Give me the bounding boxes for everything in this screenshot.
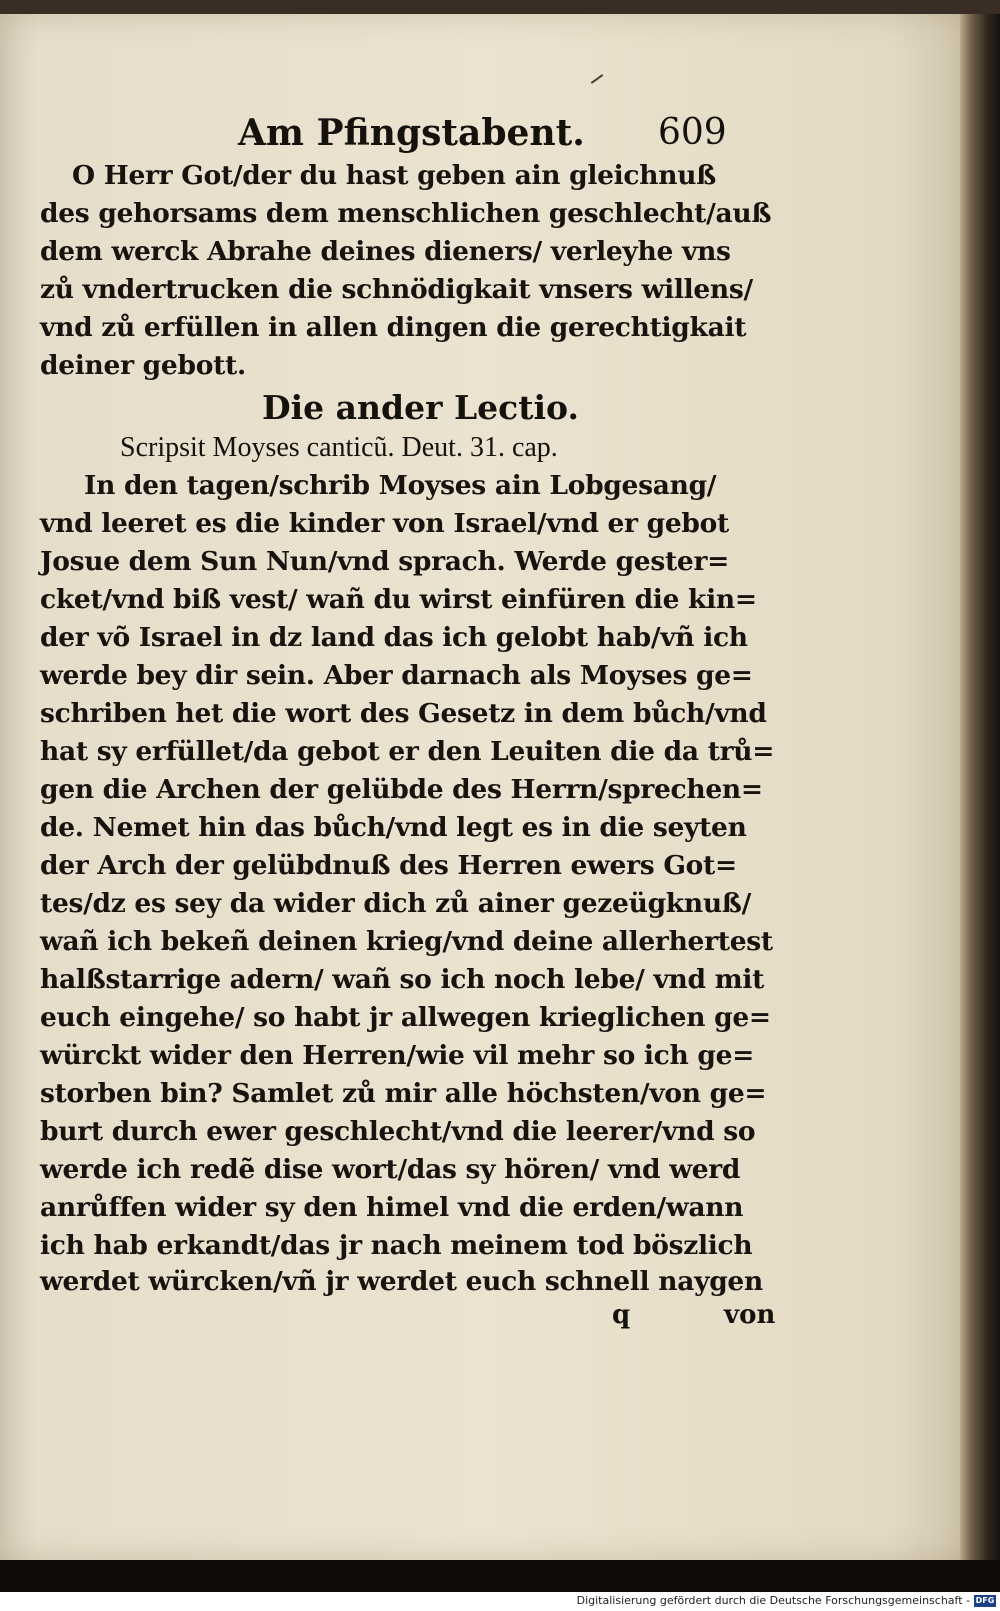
lesson-line: de. Nemet hin das bůch/vnd legt es in die seyten (40, 812, 747, 843)
lesson-line: werdet würcken/vñ jr werdet euch schnell naygen (40, 1266, 763, 1297)
lesson-line: schriben het die wort des Gesetz in dem bůch/vnd (40, 698, 767, 729)
lesson-line: cket/vnd biß vest/ wañ du wirst einfüren die kin= (40, 584, 757, 615)
dfg-logo: DFG (975, 1596, 995, 1605)
footer-credit: Digitalisierung gefördert durch die Deutsche Forschungsgemeinschaft - (576, 1594, 970, 1607)
folio-number: 609 (658, 112, 727, 153)
collect-line: des gehorsams dem menschlichen geschlecht/auß (40, 198, 772, 229)
lesson-line: hat sy erfüllet/da gebot er den Leuiten die da trů= (40, 736, 775, 767)
lesson-line: In den tagen/schrib Moyses ain Lobgesang/ (84, 470, 717, 501)
lesson-line: werde bey dir sein. Aber darnach als Moyses ge= (40, 660, 753, 691)
collect-line: O Herr Got/der du hast geben ain gleichnuß (72, 160, 717, 191)
footer-bar (0, 1592, 1000, 1611)
lesson-line: tes/dz es sey da wider dich zů ainer gezeügknuß/ (40, 888, 752, 919)
lesson-line: wañ ich bekeñ deinen krieg/vnd deine allerhertest (40, 926, 773, 957)
scan-background (0, 1560, 1000, 1592)
lesson-line: der Arch der gelübdnuß des Herren ewers Got= (40, 850, 737, 881)
lesson-line: werde ich redẽ dise wort/das sy hören/ vnd werd (40, 1154, 741, 1185)
collect-line: zů vndertrucken die schnödigkait vnsers willens/ (40, 274, 753, 305)
lesson-line: würckt wider den Herren/wie vil mehr so ich ge= (40, 1040, 755, 1071)
collect-line: vnd zů erfüllen in allen dingen die gerechtigkait (40, 312, 747, 343)
lesson-line: burt durch ewer geschlecht/vnd die leerer/vnd so (40, 1116, 756, 1147)
lesson-line: gen die Archen der gelübde des Herrn/sprechen= (40, 774, 763, 805)
section-heading: Die ander Lectio. (262, 388, 579, 427)
lesson-line: der võ Israel in dz land das ich gelobt hab/vñ ich (40, 622, 748, 653)
scripture-reference: Scripsit Moyses canticũ. Deut. 31. cap. (120, 432, 558, 463)
collect-line: deiner gebott. (40, 350, 246, 381)
lesson-line: ich hab erkandt/das jr nach meinem tod böszlich (40, 1230, 753, 1261)
signature-mark: q (612, 1300, 631, 1330)
lesson-line: storben bin? Samlet zů mir alle höchsten/von ge= (40, 1078, 767, 1109)
lesson-line: anrůffen wider sy den himel vnd die erden/wann (40, 1192, 744, 1223)
catchword: von (724, 1300, 776, 1330)
header-title: Am Pfingstabent. (238, 112, 585, 154)
lesson-line: halßstarrige adern/ wañ so ich noch lebe/ vnd mit (40, 964, 765, 995)
lesson-line: vnd leeret es die kinder von Israel/vnd er gebot (40, 508, 729, 539)
book-spine (960, 14, 1000, 1560)
lesson-line: euch eingehe/ so habt jr allwegen krieglichen ge= (40, 1002, 771, 1033)
collect-line: dem werck Abrahe deines dieners/ verleyhe vns (40, 236, 731, 267)
lesson-line: Josue dem Sun Nun/vnd sprach. Werde gester= (40, 546, 730, 577)
